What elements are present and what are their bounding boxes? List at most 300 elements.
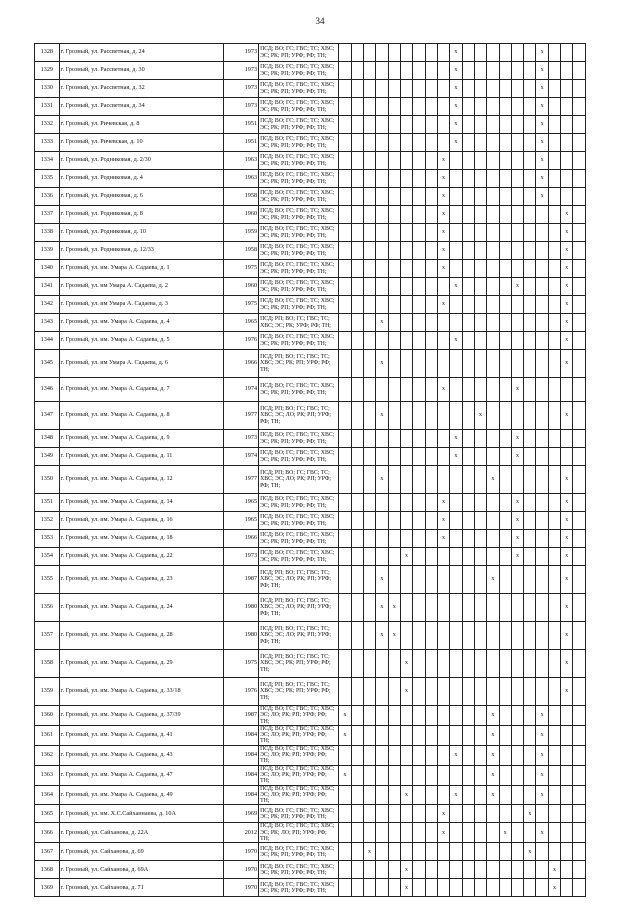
- mark-cell: x: [339, 706, 351, 726]
- mark-cell: [351, 548, 363, 566]
- mark-cell: [487, 548, 499, 566]
- mark-cell: [548, 224, 560, 242]
- mark-cell: [339, 242, 351, 260]
- mark-cell: [474, 296, 486, 314]
- mark-cell: [413, 44, 425, 62]
- mark-cell: [548, 466, 560, 494]
- mark-cell: [499, 548, 511, 566]
- mark-cell: [363, 402, 375, 430]
- mark-cell: [462, 823, 474, 843]
- mark-cell: [437, 402, 449, 430]
- mark-cell: [413, 134, 425, 152]
- table-row: [35, 805, 586, 823]
- row-number: 1360: [35, 706, 60, 726]
- address-cell: г. Грозный, ул. им. Умара А. Садаева, д. 49: [59, 785, 223, 805]
- mark-cell: [548, 170, 560, 188]
- systems-cell: ПСД; ВО; ГС; ГВС; ТС; ХВС; ЭС; РК; РП; УРФ; РФ; ТН;: [259, 448, 339, 466]
- mark-cell: [573, 44, 586, 62]
- mark-cell: [351, 765, 363, 785]
- mark-cell: [462, 879, 474, 897]
- mark-cell: [524, 378, 536, 402]
- mark-cell: [536, 566, 548, 594]
- mark-cell: [524, 430, 536, 448]
- mark-cell: [524, 188, 536, 206]
- mark-cell: [437, 548, 449, 566]
- mark-cell: [474, 843, 486, 861]
- mark-cell: [400, 224, 412, 242]
- page-number: 34: [315, 16, 325, 26]
- mark-cell: [413, 566, 425, 594]
- address-cell: г. Грозный, ул. им. Х.С.Сайханнаева, д. 10А: [59, 805, 223, 823]
- mark-cell: [425, 170, 437, 188]
- mark-cell: [474, 530, 486, 548]
- mark-cell: [573, 242, 586, 260]
- mark-cell: [548, 206, 560, 224]
- mark-cell: [363, 805, 375, 823]
- mark-cell: [413, 350, 425, 378]
- mark-cell: [339, 745, 351, 765]
- mark-cell: [462, 296, 474, 314]
- mark-cell: [400, 466, 412, 494]
- mark-cell: [388, 188, 400, 206]
- mark-cell: [388, 725, 400, 745]
- mark-cell: [462, 98, 474, 116]
- mark-cell: [499, 448, 511, 466]
- mark-cell: x: [487, 765, 499, 785]
- mark-cell: [499, 706, 511, 726]
- mark-cell: [511, 823, 523, 843]
- mark-cell: [437, 116, 449, 134]
- mark-cell: [524, 785, 536, 805]
- mark-cell: x: [450, 116, 462, 134]
- mark-cell: [462, 706, 474, 726]
- table-row: [35, 98, 586, 116]
- mark-cell: x: [450, 98, 462, 116]
- row-number: 1334: [35, 152, 60, 170]
- mark-cell: [474, 745, 486, 765]
- mark-cell: [425, 260, 437, 278]
- mark-cell: [524, 242, 536, 260]
- mark-cell: [388, 548, 400, 566]
- mark-cell: [425, 224, 437, 242]
- mark-cell: [499, 805, 511, 823]
- mark-cell: [351, 566, 363, 594]
- mark-cell: [339, 206, 351, 224]
- mark-cell: [548, 134, 560, 152]
- mark-cell: [462, 861, 474, 879]
- mark-cell: [425, 530, 437, 548]
- mark-cell: [425, 206, 437, 224]
- mark-cell: [351, 879, 363, 897]
- row-number: 1355: [35, 566, 60, 594]
- mark-cell: x: [437, 206, 449, 224]
- mark-cell: [413, 678, 425, 706]
- mark-cell: x: [536, 170, 548, 188]
- mark-cell: [573, 879, 586, 897]
- mark-cell: [400, 725, 412, 745]
- mark-cell: [487, 152, 499, 170]
- mark-cell: [511, 678, 523, 706]
- mark-cell: [376, 430, 388, 448]
- table-row: [35, 823, 586, 843]
- mark-cell: [474, 260, 486, 278]
- mark-cell: [462, 314, 474, 332]
- mark-cell: [339, 224, 351, 242]
- mark-cell: x: [536, 188, 548, 206]
- mark-cell: [573, 378, 586, 402]
- address-cell: г. Грозный, ул. Родниковая, д. 4: [59, 170, 223, 188]
- mark-cell: [524, 134, 536, 152]
- mark-cell: [363, 823, 375, 843]
- mark-cell: [487, 530, 499, 548]
- year-cell: 1969: [224, 805, 259, 823]
- mark-cell: [499, 134, 511, 152]
- mark-cell: [376, 650, 388, 678]
- mark-cell: [351, 785, 363, 805]
- address-cell: г. Грозный, ул. им. Умара А. Садаева, д. 11: [59, 448, 223, 466]
- mark-cell: x: [339, 765, 351, 785]
- mark-cell: [351, 466, 363, 494]
- mark-cell: [425, 278, 437, 296]
- mark-cell: [487, 678, 499, 706]
- address-cell: г. Грозный, ул. им Умара А. Садаева, д. 2: [59, 278, 223, 296]
- mark-cell: [450, 512, 462, 530]
- mark-cell: [339, 548, 351, 566]
- mark-cell: [339, 98, 351, 116]
- mark-cell: [450, 224, 462, 242]
- mark-cell: [450, 678, 462, 706]
- mark-cell: [524, 98, 536, 116]
- mark-cell: x: [511, 530, 523, 548]
- mark-cell: [474, 512, 486, 530]
- table-row: [35, 650, 586, 678]
- mark-cell: x: [536, 98, 548, 116]
- table-body: [35, 44, 586, 897]
- mark-cell: [474, 725, 486, 745]
- mark-cell: [474, 378, 486, 402]
- mark-cell: [511, 765, 523, 785]
- systems-cell: ПСД; ВО; ГС; ГВС; ТС; ХВС; ЭС; РК; РП; УРФ; РФ; ТН;: [259, 170, 339, 188]
- mark-cell: [524, 530, 536, 548]
- mark-cell: [388, 206, 400, 224]
- mark-cell: [511, 242, 523, 260]
- mark-cell: [351, 378, 363, 402]
- row-number: 1335: [35, 170, 60, 188]
- row-number: 1347: [35, 402, 60, 430]
- address-cell: г. Грозный, ул. Рассветная, д. 30: [59, 62, 223, 80]
- mark-cell: [462, 278, 474, 296]
- table-row: [35, 678, 586, 706]
- mark-cell: [561, 80, 573, 98]
- mark-cell: x: [437, 170, 449, 188]
- systems-cell: ПСД; ВО; ГС; ГВС; ТС; ХВС; ЭС; РК; РП; УРФ; РФ; ТН;: [259, 80, 339, 98]
- mark-cell: x: [561, 206, 573, 224]
- mark-cell: [548, 260, 560, 278]
- systems-cell: ПСД; ВО; ГС; ГВС; ТС; ХВС; ЭС; РК; РП; УРФ; РФ; ТН;: [259, 206, 339, 224]
- table-row: [35, 765, 586, 785]
- mark-cell: [536, 466, 548, 494]
- year-cell: 1976: [224, 678, 259, 706]
- mark-cell: x: [561, 530, 573, 548]
- mark-cell: x: [487, 566, 499, 594]
- year-cell: 1966: [224, 530, 259, 548]
- mark-cell: [499, 622, 511, 650]
- mark-cell: [561, 448, 573, 466]
- systems-cell: ПСД; ВО; ГС; ГВС; ТС; ХВС; ЭС; РК; РП; УРФ; РФ; ТН;: [259, 494, 339, 512]
- mark-cell: x: [450, 44, 462, 62]
- mark-cell: [376, 170, 388, 188]
- mark-cell: [573, 350, 586, 378]
- mark-cell: [425, 188, 437, 206]
- year-cell: 1980: [224, 594, 259, 622]
- mark-cell: [351, 678, 363, 706]
- mark-cell: [413, 332, 425, 350]
- mark-cell: [548, 745, 560, 765]
- mark-cell: x: [437, 242, 449, 260]
- table-row: [35, 62, 586, 80]
- address-cell: г. Грозный, ул. Ричевская, д. 10: [59, 134, 223, 152]
- year-cell: 1984: [224, 785, 259, 805]
- mark-cell: [499, 296, 511, 314]
- mark-cell: [400, 332, 412, 350]
- mark-cell: [524, 466, 536, 494]
- mark-cell: x: [400, 785, 412, 805]
- mark-cell: [425, 879, 437, 897]
- mark-cell: [511, 80, 523, 98]
- mark-cell: [548, 350, 560, 378]
- year-cell: 1958: [224, 188, 259, 206]
- mark-cell: [499, 765, 511, 785]
- mark-cell: [388, 350, 400, 378]
- mark-cell: [450, 566, 462, 594]
- mark-cell: [474, 823, 486, 843]
- mark-cell: [376, 278, 388, 296]
- systems-cell: ПСД; РП; ВО; ГС; ГВС; ТС; ХВС; ЭС; ЛО; РК; РП; УРФ; РФ; ТН;: [259, 466, 339, 494]
- mark-cell: [511, 62, 523, 80]
- table-row: [35, 430, 586, 448]
- row-number: 1366: [35, 823, 60, 843]
- mark-cell: [524, 206, 536, 224]
- year-cell: 1973: [224, 62, 259, 80]
- mark-cell: x: [561, 242, 573, 260]
- mark-cell: [474, 62, 486, 80]
- mark-cell: [413, 861, 425, 879]
- mark-cell: [450, 152, 462, 170]
- mark-cell: [425, 785, 437, 805]
- mark-cell: [511, 314, 523, 332]
- mark-cell: [351, 430, 363, 448]
- table-row: [35, 566, 586, 594]
- year-cell: 1976: [224, 332, 259, 350]
- mark-cell: [425, 402, 437, 430]
- mark-cell: [388, 260, 400, 278]
- mark-cell: [400, 843, 412, 861]
- address-cell: г. Грозный, ул. Ричевская, д. 8: [59, 116, 223, 134]
- mark-cell: [561, 745, 573, 765]
- row-number: 1332: [35, 116, 60, 134]
- mark-cell: [499, 98, 511, 116]
- mark-cell: [561, 134, 573, 152]
- mark-cell: [363, 80, 375, 98]
- mark-cell: [339, 116, 351, 134]
- row-number: 1356: [35, 594, 60, 622]
- mark-cell: [450, 879, 462, 897]
- mark-cell: [536, 296, 548, 314]
- mark-cell: [548, 152, 560, 170]
- row-number: 1369: [35, 879, 60, 897]
- mark-cell: [413, 466, 425, 494]
- mark-cell: [425, 152, 437, 170]
- mark-cell: [561, 785, 573, 805]
- address-cell: г. Грозный, ул. им. Умара А. Садаева, д. 4: [59, 314, 223, 332]
- year-cell: 1965: [224, 494, 259, 512]
- mark-cell: [413, 530, 425, 548]
- mark-cell: [351, 512, 363, 530]
- mark-cell: [536, 350, 548, 378]
- mark-cell: [376, 44, 388, 62]
- mark-cell: [462, 843, 474, 861]
- mark-cell: [536, 594, 548, 622]
- mark-cell: [363, 62, 375, 80]
- mark-cell: [425, 116, 437, 134]
- mark-cell: [437, 314, 449, 332]
- table-row: [35, 745, 586, 765]
- mark-cell: x: [511, 448, 523, 466]
- mark-cell: [511, 350, 523, 378]
- mark-cell: [376, 861, 388, 879]
- mark-cell: [339, 805, 351, 823]
- mark-cell: [413, 548, 425, 566]
- mark-cell: [425, 494, 437, 512]
- mark-cell: [400, 566, 412, 594]
- systems-cell: ПСД; ВО; ГС; ГВС; ТС; ХВС; ЭС; РК; РП; УРФ; РФ; ТН;: [259, 378, 339, 402]
- row-number: 1357: [35, 622, 60, 650]
- mark-cell: [437, 745, 449, 765]
- mark-cell: [351, 134, 363, 152]
- address-cell: г. Грозный, ул. Родниковая, д. 6: [59, 188, 223, 206]
- mark-cell: x: [536, 785, 548, 805]
- mark-cell: [536, 843, 548, 861]
- mark-cell: x: [437, 512, 449, 530]
- table-row: [35, 242, 586, 260]
- year-cell: 1984: [224, 725, 259, 745]
- mark-cell: x: [536, 62, 548, 80]
- mark-cell: [511, 224, 523, 242]
- mark-cell: x: [536, 134, 548, 152]
- mark-cell: [561, 843, 573, 861]
- mark-cell: [351, 206, 363, 224]
- mark-cell: [388, 278, 400, 296]
- address-cell: г. Грозный, ул. им. Умара А. Садаева, д. 41: [59, 725, 223, 745]
- mark-cell: [487, 402, 499, 430]
- mark-cell: [561, 98, 573, 116]
- mark-cell: [376, 706, 388, 726]
- mark-cell: [450, 350, 462, 378]
- mark-cell: [339, 448, 351, 466]
- year-cell: 1975: [224, 296, 259, 314]
- mark-cell: [339, 188, 351, 206]
- mark-cell: [363, 188, 375, 206]
- mark-cell: [413, 80, 425, 98]
- mark-cell: [573, 512, 586, 530]
- mark-cell: [339, 332, 351, 350]
- table-row: [35, 843, 586, 861]
- mark-cell: [561, 44, 573, 62]
- mark-cell: [425, 823, 437, 843]
- mark-cell: [561, 861, 573, 879]
- mark-cell: [376, 548, 388, 566]
- mark-cell: [524, 296, 536, 314]
- mark-cell: [400, 278, 412, 296]
- row-number: 1359: [35, 678, 60, 706]
- address-cell: г. Грозный, ул. им. Умара А. Садаева, д. 43: [59, 745, 223, 765]
- mark-cell: [536, 678, 548, 706]
- mark-cell: [413, 98, 425, 116]
- mark-cell: [363, 650, 375, 678]
- mark-cell: [548, 706, 560, 726]
- mark-cell: [339, 134, 351, 152]
- mark-cell: [376, 98, 388, 116]
- systems-cell: ПСД; ВО; ГС; ГВС; ТС; ХВС; ЭС; РК; РП; УРФ; РФ; ТН;: [259, 44, 339, 62]
- mark-cell: x: [524, 805, 536, 823]
- mark-cell: [351, 296, 363, 314]
- mark-cell: x: [339, 725, 351, 745]
- mark-cell: [462, 530, 474, 548]
- mark-cell: [511, 650, 523, 678]
- mark-cell: x: [561, 594, 573, 622]
- mark-cell: [400, 134, 412, 152]
- address-cell: г. Грозный, ул. Сайханова, д. 22А: [59, 823, 223, 843]
- mark-cell: [462, 594, 474, 622]
- mark-cell: [511, 260, 523, 278]
- mark-cell: [425, 678, 437, 706]
- mark-cell: [462, 206, 474, 224]
- mark-cell: [388, 378, 400, 402]
- mark-cell: [413, 706, 425, 726]
- table-row: [35, 785, 586, 805]
- mark-cell: [487, 314, 499, 332]
- mark-cell: [474, 224, 486, 242]
- systems-cell: ПСД; ВО; ГС; ГВС; ТС; ХВС; ЭС; ЛО; РК; РП; УРФ; РФ; ТН;: [259, 765, 339, 785]
- mark-cell: [363, 206, 375, 224]
- mark-cell: x: [437, 260, 449, 278]
- row-number: 1353: [35, 530, 60, 548]
- mark-cell: [351, 448, 363, 466]
- mark-cell: [400, 188, 412, 206]
- mark-cell: [524, 116, 536, 134]
- mark-cell: [388, 805, 400, 823]
- mark-cell: [363, 332, 375, 350]
- mark-cell: [536, 512, 548, 530]
- mark-cell: [462, 116, 474, 134]
- year-cell: 1970: [224, 879, 259, 897]
- mark-cell: [450, 823, 462, 843]
- mark-cell: [474, 314, 486, 332]
- row-number: 1348: [35, 430, 60, 448]
- mark-cell: [524, 44, 536, 62]
- mark-cell: [499, 62, 511, 80]
- year-cell: 1973: [224, 80, 259, 98]
- mark-cell: x: [487, 725, 499, 745]
- mark-cell: [413, 152, 425, 170]
- mark-cell: [499, 402, 511, 430]
- address-cell: г. Грозный, ул. Рассветная, д. 24: [59, 44, 223, 62]
- mark-cell: [400, 745, 412, 765]
- table-row: [35, 548, 586, 566]
- mark-cell: [487, 134, 499, 152]
- mark-cell: [388, 224, 400, 242]
- mark-cell: [400, 170, 412, 188]
